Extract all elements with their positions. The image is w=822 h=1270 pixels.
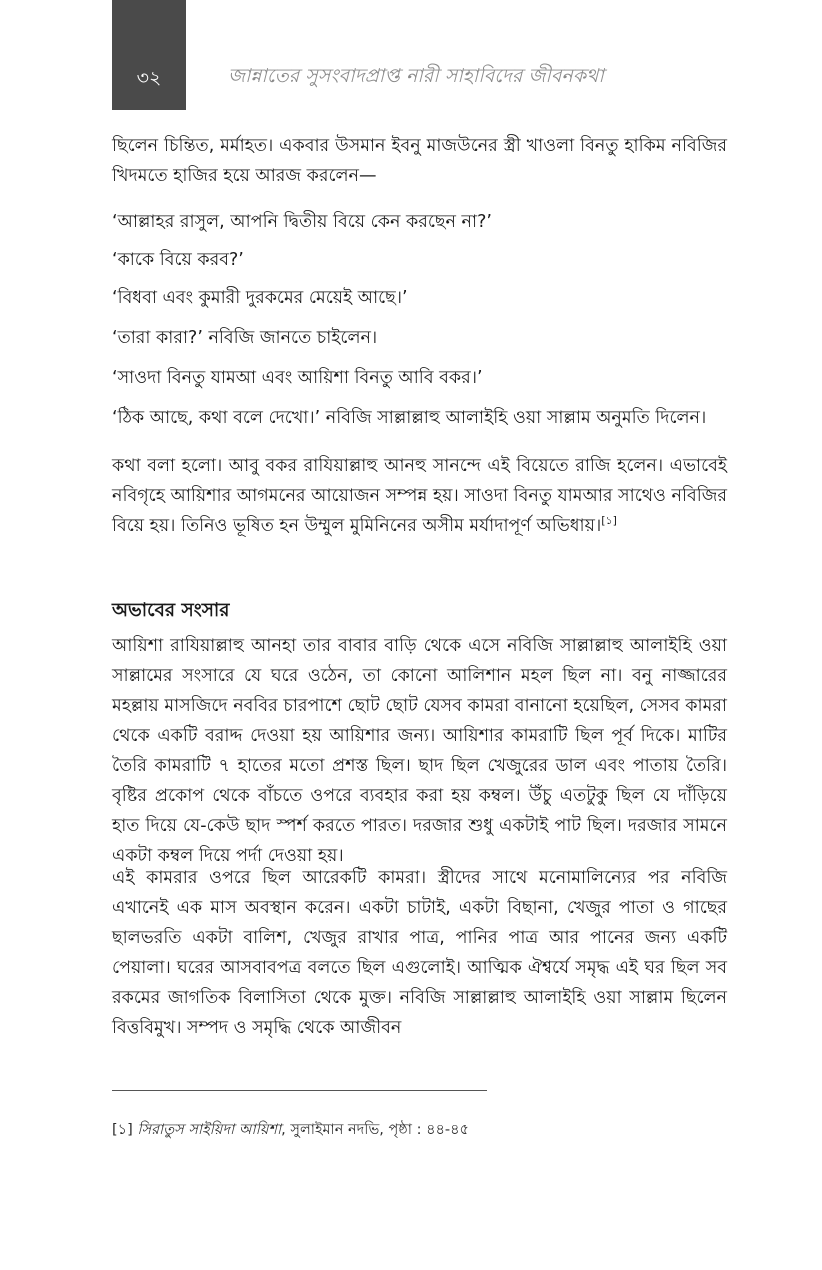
marriage-paragraph-text: কথা বলা হলো। আবু বকর রাযিয়াল্লাহু আনহু সানন্দে এই বিয়েতে রাজি হলেন। এভাবেই নবিগৃহে আয়িশার আগমনের আয়োজন সম্পন্ন হয়। সাওদা বিনতু যামআর সাথেও নবিজির বিয়ে হয়। তিনিও ভূষিত হন উম্মুল মুমিনিনের অসীম মর্যাদাপূর্ণ অভিধায়। [112,456,727,536]
page-number: ৩২ [136,67,162,89]
footnote-source-details: , সুলাইমান নদভি, পৃষ্ঠা : ৪৪-৪৫ [281,1122,469,1138]
intro-paragraph: ছিলেন চিন্তিত, মর্মাহত। একবার উসমান ইবনু মাজউনের স্ত্রী খাওলা বিনতু হাকিম নবিজির খিদমতে হাজির হয়ে আরজ করলেন— [112,136,727,186]
section-heading: অভাবের সংসার [112,600,230,621]
footnote-divider [112,1090,487,1091]
footnote [112,1118,469,1142]
footnote-reference: [১] [601,514,617,528]
dialogue-line: ‘সাওদা বিনতু যামআ এবং আয়িশা বিনতু আবি বকর।’ [112,368,483,388]
dialogue-line: ‘ঠিক আছে, কথা বলে দেখো।’ নবিজি সাল্লাল্লাহু আলাইহি ওয়া সাল্লাম অনুমতি দিলেন। [112,408,707,428]
marriage-paragraph [112,451,727,541]
page-number-tab [112,0,186,110]
section-paragraph: এই কামরার ওপরে ছিল আরেকটি কামরা। স্ত্রীদের সাথে মনোমালিন্যের পর নবিজি এখানেই এক মাস অবস্থান করেন। একটা চাটাই, একটা বিছানা, খেজুর পাতা ও গাছের ছালভরতি একটা বালিশ, খেজুর রাখার পাত্র, পানির পাত্র আর পানের জন্য একটি পেয়ালা। ঘরের আসবাবপত্র বলতে ছিল এগুলোই। আত্মিক ঐশ্বর্যে সমৃদ্ধ এই ঘর ছিল সব রকমের জাগতিক বিলাসিতা থেকে মুক্ত। নবিজি সাল্লাল্লাহু আলাইহি ওয়া সাল্লাম ছিলেন বিত্তবিমুখ। সম্পদ ও সমৃদ্ধি থেকে আজীবন [112,868,727,1038]
dialogue-line: ‘আল্লাহর রাসুল, আপনি দ্বিতীয় বিয়ে কেন করছেন না?’ [112,212,492,232]
section-paragraph: আয়িশা রাযিয়াল্লাহু আনহা তার বাবার বাড়ি থেকে এসে নবিজি সাল্লাল্লাহু আলাইহি ওয়া সাল্লামের সংসারে যে ঘরে ওঠেন, তা কোনো আলিশান মহল ছিল না। বনু নাজ্জারের মহল্লায় মাসজিদে নববির চারপাশে ছোট ছোট যেসব কামরা বানানো হয়েছিল, সেসব কামরা থেকে একটি বরাদ্দ দেওয়া হয় আয়িশার জন্য। আয়িশার কামরাটি ছিল পূর্ব দিকে। মাটির তৈরি কামরাটি ৭ হাতের মতো প্রশস্ত ছিল। ছাদ ছিল খেজুরের ডাল এবং পাতায় তৈরি। বৃষ্টির প্রকোপ থেকে বাঁচতে ওপরে ব্যবহার করা হয় কম্বল। উঁচু এতটুকু ছিল যে দাঁড়িয়ে হাত দিয়ে যে-কেউ ছাদ স্পর্শ করতে পারত। দরজার শুধু একটাই পাট ছিল। দরজার সামনে একটা কম্বল দিয়ে পর্দা দেওয়া হয়। [112,636,727,866]
dialogue-line: ‘বিধবা এবং কুমারী দুরকমের মেয়েই আছে।’ [112,288,408,308]
running-header-book-title: জান্নাতের সুসংবাদপ্রাপ্ত নারী সাহাবিদের জীবনকথা [228,65,604,87]
dialogue-line: ‘তারা কারা?’ নবিজি জানতে চাইলেন। [112,328,378,348]
footnote-source-title: সিরাতুস সাইয়িদা আয়িশা [137,1122,282,1138]
footnote-marker: [১] [112,1122,133,1138]
dialogue-line: ‘কাকে বিয়ে করব?’ [112,250,244,270]
